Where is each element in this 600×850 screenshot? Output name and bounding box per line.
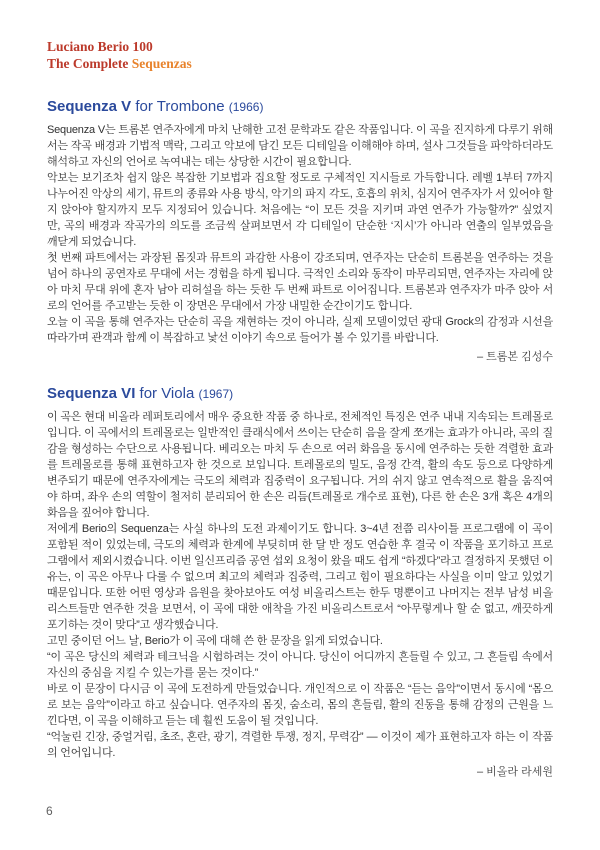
paragraph: 이 곡은 현대 비올라 레퍼토리에서 매우 중요한 작품 중 하나로, 전체적인 특징은 연주 내내 지속되는 트레몰로입니다. 이 곡에서의 트레몰로는 일반적인 클래식에서 쓰이는 단순히 음을 잘게 쪼개는 효과가 아니라, 곡의 질감을 형성하는 수단으로 사용됩니다. 베리오는 마치 두 손으로 여러 화음을 동시에 연주하는 듯한 격렬한 효과를 트레몰로를 통해 표현하고자 한 것으로 보입니다. 트레몰로의 밀도, 음정 간격, 활의 속도 등으로 다양하게 변주되기 때문에 연주자에게는 극도의 체력과 집중력이 요구됩니다. 거의 쉬지 않고 연속적으로 활을 움직여야 하며, 좌우 손의 역할이 철저히 분리되어 한 손은 리듬(트레몰로 개수로 표현), 다른 한 손은 3개 혹은 4개의 화음을 짚어야 합니다. — [47, 411, 553, 519]
brand-header — [47, 38, 553, 72]
page-number: 6 — [46, 804, 53, 818]
section-title-subtitle: for Trombone — [131, 98, 229, 115]
paragraph: 오늘 이 곡을 통해 연주자는 단순히 곡을 재현하는 것이 아니라, 실제 모델이었던 광대 Grock의 감정과 시선을 따라가며 관객과 함께 이 복잡하고 낯선 이야기 속으로 들어가 볼 수 있기를 바랍니다. — [47, 316, 553, 344]
section-title-subtitle: for Viola — [135, 385, 199, 402]
brand-title-line2-orange: Sequenzas — [131, 56, 192, 71]
section-heading-sequenza-v — [47, 98, 553, 116]
brand-title-line2-red: The Complete — [47, 56, 132, 71]
signature-trombone: – 트롬본 김성수 — [477, 351, 553, 363]
paragraph: “억눌린 긴장, 중얼거림, 초조, 혼란, 광기, 격렬한 투쟁, 정지, 무력감” — 이것이 제가 표현하고자 하는 이 작품의 언어입니다. — [47, 731, 553, 759]
paragraph: 악보는 보기조차 쉽지 않은 복잡한 기보법과 집요할 정도로 구체적인 지시들로 가득합니다. 레벨 1부터 7까지 나누어진 악상의 세기, 뮤트의 종류와 사용 방식, 악기의 파지 각도, 호흡의 위치, 심지어 연주자가 서 있어야 할지 앉아야 할지까지 모두 지정되어 있습니다. 처음에는 “이 모든 것을 지키며 과연 연주가 가능할까?” 싶었지만, 곡의 배경과 작곡가의 의도를 조금씩 살펴보면서 각 디테일이 단순한 ‘지시’가 아니라 연출의 일부였음을 깨닫게 되었습니다. — [47, 172, 553, 248]
paragraph: 첫 번째 파트에서는 과장된 몸짓과 뮤트의 과감한 사용이 강조되며, 연주자는 단순히 트롬본을 연주하는 것을 넘어 하나의 공연자로 무대에 서는 경험을 하게 됩니다. 극적인 소리와 동작이 마무리되면, 연주자는 자리에 앉아 마치 무대 위에 혼자 남아 리허설을 하는 듯한 두 번째 파트로 이어집니다. 트롬본과 연주자가 마주 앉아 서로의 언어를 주고받는 듯한 이 장면은 무대에서 가장 내밀한 순간이기도 합니다. — [47, 252, 553, 312]
section-title-year: (1967) — [198, 387, 234, 401]
section-body-sequenza-vi — [47, 409, 553, 761]
section-body-sequenza-v — [47, 122, 553, 346]
page-content — [47, 38, 553, 780]
paragraph: “이 곡은 당신의 체력과 테크닉을 시험하려는 것이 아니다. 당신이 어디까지 흔들릴 수 있고, 그 흔들림 속에서 자신의 중심을 지킬 수 있는가를 묻는 것이다.” — [47, 651, 553, 679]
paragraph: 바로 이 문장이 다시금 이 곡에 도전하게 만들었습니다. 개인적으로 이 작품은 “듣는 음악”이면서 동시에 “몸으로 보는 음악”이라고 하고 싶습니다. 연주자의 몸짓, 숨소리, 몸의 흔들림, 활의 진동을 통해 감정의 근원을 느낀다면, 이 곡을 이해하고 듣는 데 훨씬 도움이 될 것입니다. — [47, 683, 553, 727]
section-heading-sequenza-vi — [47, 385, 553, 403]
paragraph: Sequenza V는 트롬본 연주자에게 마치 난해한 고전 문학과도 같은 작품입니다. 이 곡을 진지하게 다루기 위해서는 작곡 배경과 기법적 맥락, 그리고 악보에 담긴 모든 디테일을 이해해야 하며, 설사 그것들을 파악하더라도 해석하고 자신의 언어로 녹여내는 데는 상당한 시간이 필요합니다. — [47, 124, 553, 168]
paragraph: 고민 중이던 어느 날, Berio가 이 곡에 대해 쓴 한 문장을 읽게 되었습니다. — [47, 635, 383, 647]
brand-title-line2 — [47, 55, 553, 72]
signature-viola: – 비올라 라세원 — [477, 766, 553, 778]
section-title-name: Sequenza VI — [47, 385, 136, 402]
section-title-year: (1966) — [228, 100, 264, 114]
brand-title-line1: Luciano Berio 100 — [47, 39, 153, 54]
paragraph: 저에게 Berio의 Sequenza는 사실 하나의 도전 과제이기도 합니다. 3~4년 전쯤 리사이틀 프로그램에 이 곡이 포함된 적이 있었는데, 극도의 체력과 한계에 부딪히며 한 달 반 정도 연습한 후 결국 이 작품을 포기하고 프로그램에서 제외시켰습니다. 이번 일신프리즘 공연 섭외 요청이 왔을 때도 쉽게 “하겠다”라고 결정하지 못했던 이유는, 이 곡은 아무나 다룰 수 없으며 최고의 체력과 집중력, 그리고 힘이 필요하다는 사실을 이미 알고 있었기 때문입니다. 또한 어떤 영상과 음원을 찾아보아도 여성 비올리스트는 한두 명뿐이고 나머지는 전부 남성 비올리스트들만 연주한 것을 보면서, 이 곡에 대한 애착을 가진 비올리스트로서 “아무렇게나 할 순 없고, 깨끗하게 포기하는 것이 맞다”고 생각했습니다. — [47, 523, 553, 631]
section-title-name: Sequenza V — [47, 98, 132, 115]
